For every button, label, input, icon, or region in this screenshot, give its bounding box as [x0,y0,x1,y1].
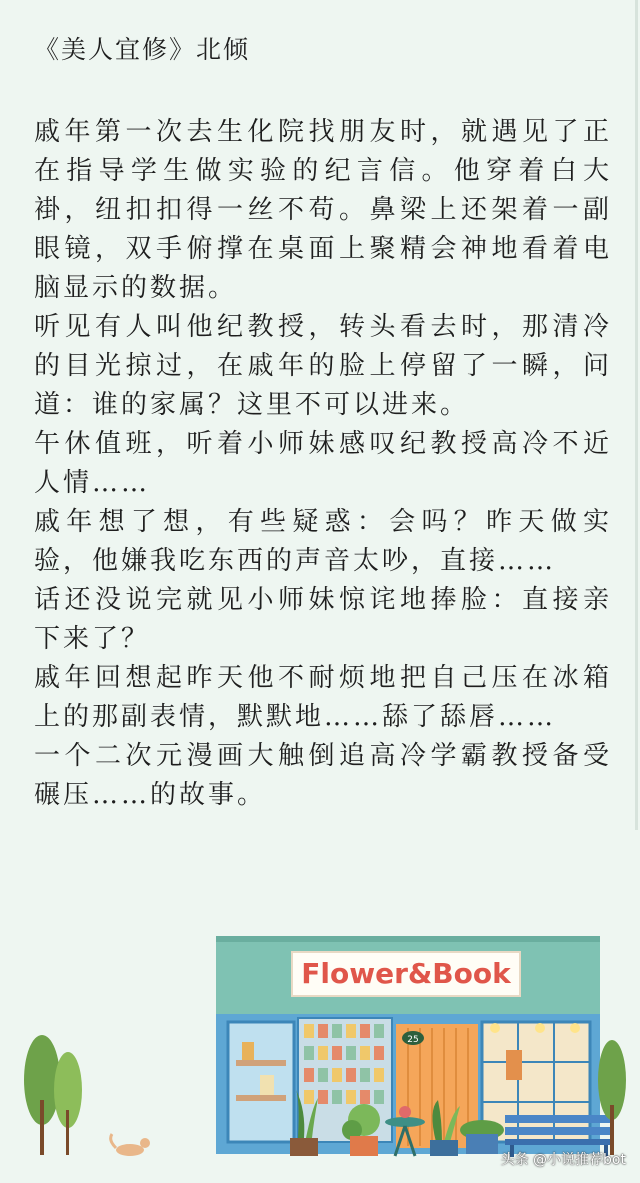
tree-icon [24,1035,82,1155]
flower-book-shop-illustration [0,930,640,1183]
paragraph: 听见有人叫他纪教授，转头看去时，那清冷的目光掠过，在戚年的脸上停留了一瞬，问道：谁的家属？这里不可以进来。 [34,312,612,420]
paragraph: 戚年回想起昨天他不耐烦地把自己压在冰箱上的那副表情，默默地……舔了舔唇…… [34,663,612,732]
paragraph: 一个二次元漫画大触倒追高冷学霸教授备受碾压……的故事。 [34,741,612,810]
potted-plant-icon [460,1120,504,1154]
cat-icon [111,1134,150,1156]
door-number: 25 [407,1035,419,1045]
shop-sign [292,952,520,996]
paragraph: 戚年想了想，有些疑惑：会吗？昨天做实验，他嫌我吃东西的声音太吵，直接…… [34,507,612,576]
paragraph: 午休值班，听着小师妹感叹纪教授高冷不近人情…… [34,429,612,498]
watermark: 头条 @小说推荐bot [500,1152,626,1168]
tree-icon [598,1040,626,1155]
paragraph: 话还没说完就见小师妹惊诧地捧脸：直接亲下来了？ [34,585,612,654]
paragraph: 戚年第一次去生化院找朋友时，就遇见了正在指导学生做实验的纪言信。他穿着白大褂，纽扣扣得一丝不苟。鼻梁上还架着一副眼镜，双手俯撑在桌面上聚精会神地看着电脑显示的数据。 [34,117,612,303]
article-body [34,113,612,815]
book-title: 《美人宜修》北倾 [34,35,251,64]
scrollbar[interactable] [635,0,638,830]
shop-sign-text: Flower&Book [301,957,511,990]
